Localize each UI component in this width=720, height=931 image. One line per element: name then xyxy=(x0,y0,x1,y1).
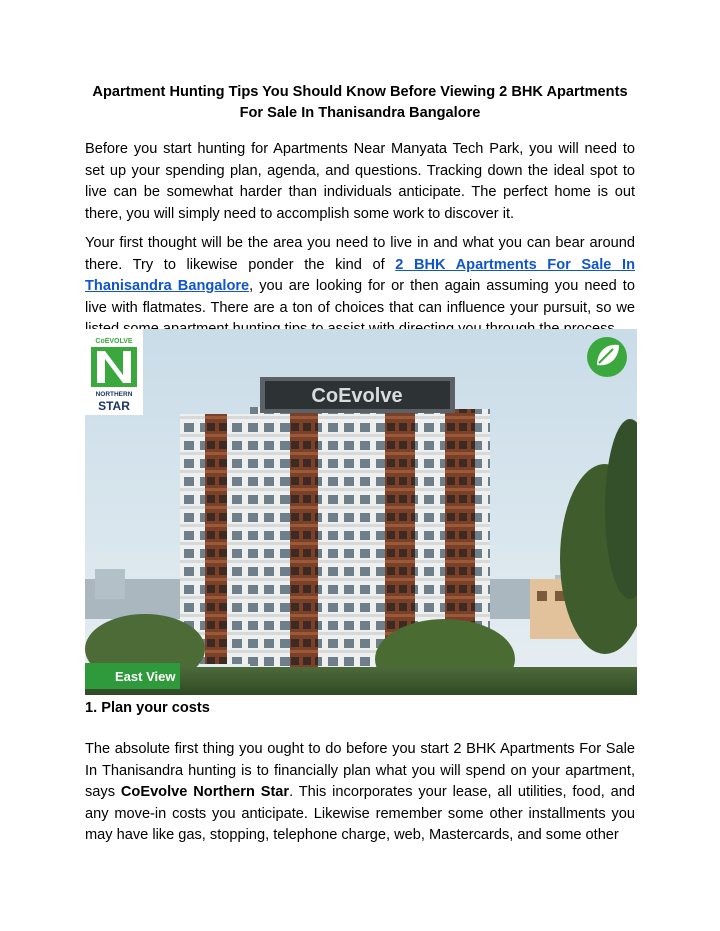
paragraph-intro: Before you start hunting for Apartments Near Manyata Tech Park, you will need to set up your spending plan, agenda, and questions. Tracking down the ideal spot to live can be somewhat harder than individuals anticipate. The perfect home is out there, you will simply need to accomplish some work to discover it. xyxy=(85,141,635,222)
page-title: Apartment Hunting Tips You Should Know Before Viewing 2 BHK Apartments For Sale In Thanisandra Bangalore xyxy=(92,84,628,121)
svg-text:NORTHERN: NORTHERN xyxy=(95,391,133,398)
east-view-badge xyxy=(85,663,180,689)
rooftop-sign: CoEvolve xyxy=(311,385,403,407)
east-view-caption: East View xyxy=(115,669,176,684)
building-photo xyxy=(85,329,637,695)
leaf-icon xyxy=(587,337,627,377)
coevolve-northern-star-logo xyxy=(85,329,143,415)
svg-text:CoEVOLVE: CoEVOLVE xyxy=(95,338,133,345)
paragraph-area-text-end: , you are looking for or then again assuming you need to live with flatmates. There are a ton of choices that can influence your pursuit, so we xyxy=(85,278,635,316)
paragraph-area xyxy=(85,233,635,341)
paragraph-plan-costs-text-start: The absolute first thing you ought to do before you start 2 BHK Apartments For Sale In Thanisandra hunting is to financially plan what you will spend on your apartment, says xyxy=(85,741,635,800)
section-heading-plan-costs: 1. Plan your costs xyxy=(85,700,210,716)
paragraph-plan-costs-text-end: . This incorporates your lease, all utilities, food, and any move-in costs you anticipate. Likewise remember some other installments you may have like gas, stopping, telephone charge, web, Mastercards, and some other xyxy=(85,784,636,843)
svg-text:STAR: STAR xyxy=(98,399,130,413)
coevolve-northern-star-name: CoEvolve Northern Star xyxy=(120,784,290,800)
thanisandra-apartments-link[interactable]: 2 BHK Apartments For Sale In Thanisandra Bangalore xyxy=(85,256,635,294)
paragraph-area-text-start: Your first thought will be the area you need to live in and what you can bear around there. Try to likewise ponder the kind of xyxy=(85,235,635,273)
paragraph-plan-costs xyxy=(85,739,635,847)
